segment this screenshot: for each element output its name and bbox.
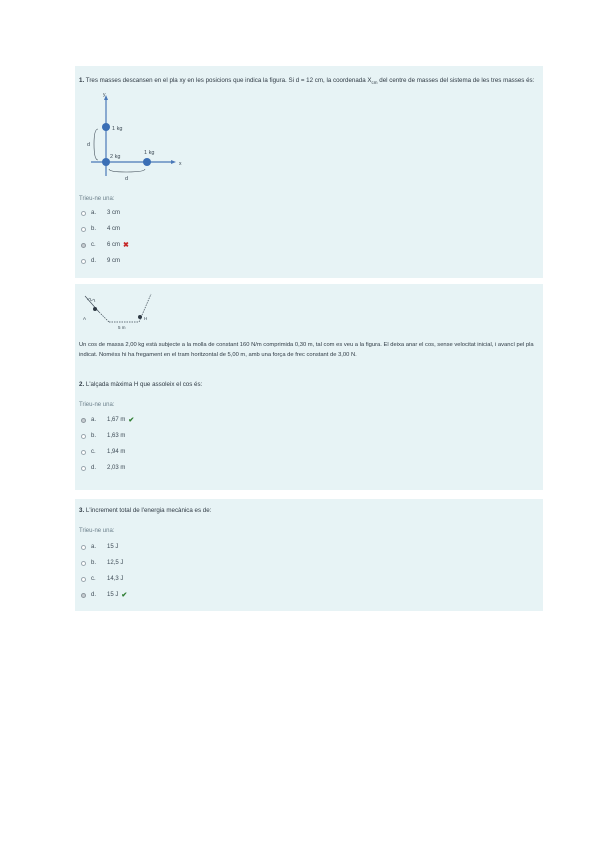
check-icon: ✔ [121, 592, 128, 599]
answer-option[interactable] [81, 542, 118, 552]
radio-button[interactable] [81, 259, 86, 264]
label-distance: 5 m [118, 325, 126, 330]
question-number: 1. [79, 77, 85, 84]
option-value: 1,63 m [107, 433, 126, 439]
option-letter: b. [91, 433, 97, 439]
radio-button[interactable] [81, 545, 86, 550]
radio-button[interactable] [81, 211, 86, 216]
question-text: 2. L'alçada màxima H que assoleix el cos és: [79, 381, 203, 388]
answer-option[interactable] [81, 208, 120, 218]
label-a: A [83, 316, 87, 321]
answer-option[interactable] [81, 574, 123, 584]
answer-option[interactable] [81, 590, 127, 600]
choose-label: Trieu-ne una: [79, 402, 115, 408]
choose-label: Trieu-ne una: [79, 196, 115, 202]
option-value: 14,3 J [107, 576, 124, 582]
answer-option[interactable] [81, 447, 125, 457]
option-letter: c. [91, 242, 96, 248]
option-value: 6 cm [107, 242, 121, 248]
question-text: 3. L'increment total de l'energia mecànica es de: [79, 507, 212, 514]
end-dot [138, 315, 142, 319]
problem-intro: Un cos de massa 2,00 kg està subjecte a la molla de constant 160 N/m comprimida 0,30 m, tal com es veu a la figura. El deixa anar el cos, sense velocitat inicial, i avancí pel pla indicat. Noméss hi ha fregament en el tram horitzontal de 5,00 m, amb una força de frec constant de 3,00 N. [79, 342, 534, 358]
question-card-1 [75, 66, 543, 278]
spring-track-figure [81, 290, 161, 332]
x-axis-arrow-icon [171, 160, 176, 164]
option-value: 3 cm [107, 210, 121, 216]
option-value: 1,67 m [107, 417, 126, 423]
d-vertical-label: d [87, 142, 91, 148]
answer-option[interactable] [81, 240, 129, 250]
option-value: 1,94 m [107, 449, 126, 455]
answer-option[interactable] [81, 431, 125, 441]
d-horizontal-label: d [125, 176, 129, 182]
radio-button[interactable] [81, 243, 86, 248]
left-ramp-lower [99, 312, 109, 322]
block-dot [93, 307, 97, 311]
option-letter: b. [91, 560, 97, 566]
option-letter: a. [91, 417, 97, 423]
option-letter: c. [91, 576, 96, 582]
y-axis-label: y [103, 92, 106, 98]
question-number: 3. [79, 507, 85, 514]
x-axis-label: x [179, 161, 182, 167]
option-value: 9 cm [107, 258, 121, 264]
mass-top-label: 1 kg [112, 126, 123, 132]
answer-option[interactable] [81, 463, 125, 473]
brace-vertical [94, 129, 98, 160]
label-h: H [144, 316, 148, 321]
question-number: 2. [79, 381, 85, 388]
mass-top-dot [102, 123, 110, 131]
brace-horizontal [109, 169, 145, 172]
radio-button[interactable] [81, 418, 86, 423]
check-icon: ✔ [128, 417, 135, 424]
option-letter: a. [91, 210, 97, 216]
option-value: 4 cm [107, 226, 121, 232]
mass-origin-label: 2 kg [110, 154, 121, 160]
question-text: 1. Tres masses descansen en el pla xy en les posicions que indica la figura. Si d = 12 cm, la coordenada $X_{cm}$ del centre de masses del sistema de les tres masses és: [79, 77, 535, 86]
radio-button[interactable] [81, 466, 86, 471]
option-letter: d. [91, 592, 97, 598]
answer-option[interactable] [81, 224, 120, 234]
option-value: 2,03 m [107, 465, 126, 471]
radio-button[interactable] [81, 577, 86, 582]
mass-system-figure [81, 92, 191, 182]
option-value: 12,5 J [107, 560, 124, 566]
option-letter: c. [91, 449, 96, 455]
radio-button[interactable] [81, 593, 86, 598]
mass-right-dot [143, 158, 151, 166]
mass-origin-dot [102, 158, 110, 166]
answer-option[interactable] [81, 558, 123, 568]
radio-button[interactable] [81, 561, 86, 566]
option-letter: b. [91, 226, 97, 232]
mass-right-label: 1 kg [144, 150, 155, 156]
answer-option[interactable] [81, 415, 134, 425]
option-value: 15 J [107, 592, 119, 598]
option-letter: d. [91, 465, 97, 471]
answer-option[interactable] [81, 256, 120, 266]
cross-icon: ✖ [123, 242, 129, 249]
question-card-3 [75, 499, 543, 611]
option-letter: a. [91, 544, 97, 550]
choose-label: Trieu-ne una: [79, 528, 115, 534]
question-card-2 [75, 284, 543, 490]
radio-button[interactable] [81, 227, 86, 232]
option-letter: d. [91, 258, 97, 264]
radio-button[interactable] [81, 434, 86, 439]
option-value: 15 J [107, 544, 119, 550]
radio-button[interactable] [81, 450, 86, 455]
